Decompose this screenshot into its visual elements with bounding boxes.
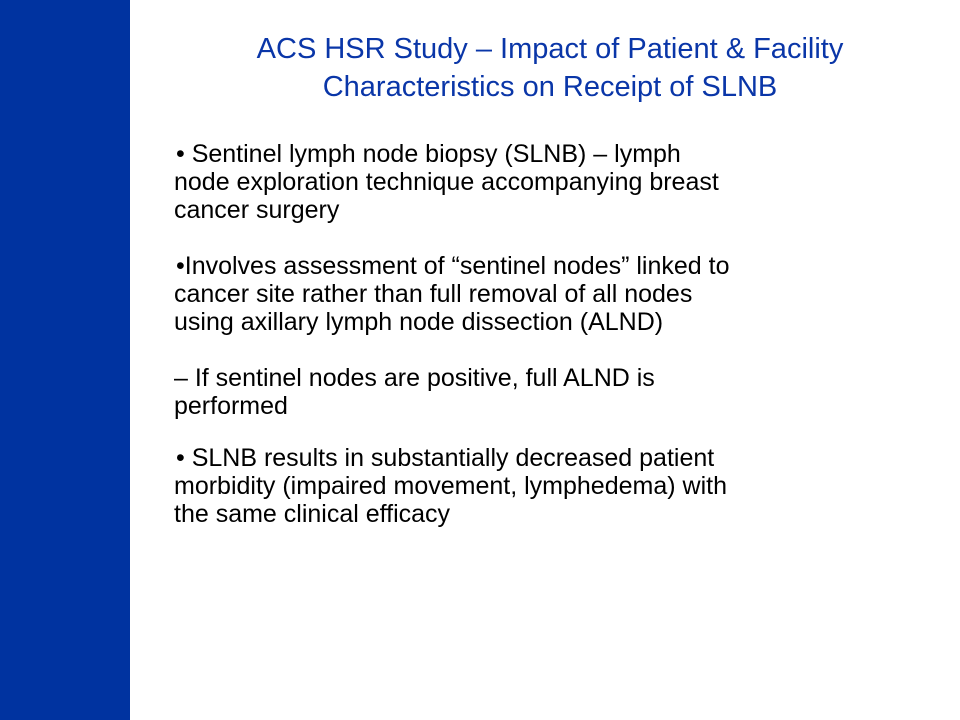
bullet-line: using axillary lymph node dissection (ALND) [174, 308, 664, 336]
sub-bullet-alnd [174, 364, 655, 420]
bullet-morbidity [174, 444, 727, 528]
slide-title-line: Characteristics on Receipt of SLNB [322, 71, 778, 103]
bullet-line: performed [174, 392, 288, 420]
bullet-line: •Involves assessment of “sentinel nodes” linked to [176, 252, 730, 280]
bullet-line: cancer site rather than full removal of all nodes [174, 280, 693, 308]
bullet-line: – If sentinel nodes are positive, full ALND is [174, 364, 655, 392]
slide-title [150, 30, 950, 106]
slide-title-line: ACS HSR Study – Impact of Patient & Facility [256, 33, 844, 65]
bullet-line: cancer surgery [174, 196, 340, 224]
bullet-slnb-definition [174, 140, 719, 224]
bullet-line: morbidity (impaired movement, lymphedema) with [174, 472, 727, 500]
bullet-line: node exploration technique accompanying breast [174, 168, 719, 196]
side-accent-bar [0, 0, 130, 720]
bullet-line: • Sentinel lymph node biopsy (SLNB) – lymph [176, 140, 681, 168]
bullet-assessment [174, 252, 729, 336]
bullet-line: the same clinical efficacy [174, 500, 451, 528]
bullet-line: • SLNB results in substantially decreased patient [176, 444, 715, 472]
